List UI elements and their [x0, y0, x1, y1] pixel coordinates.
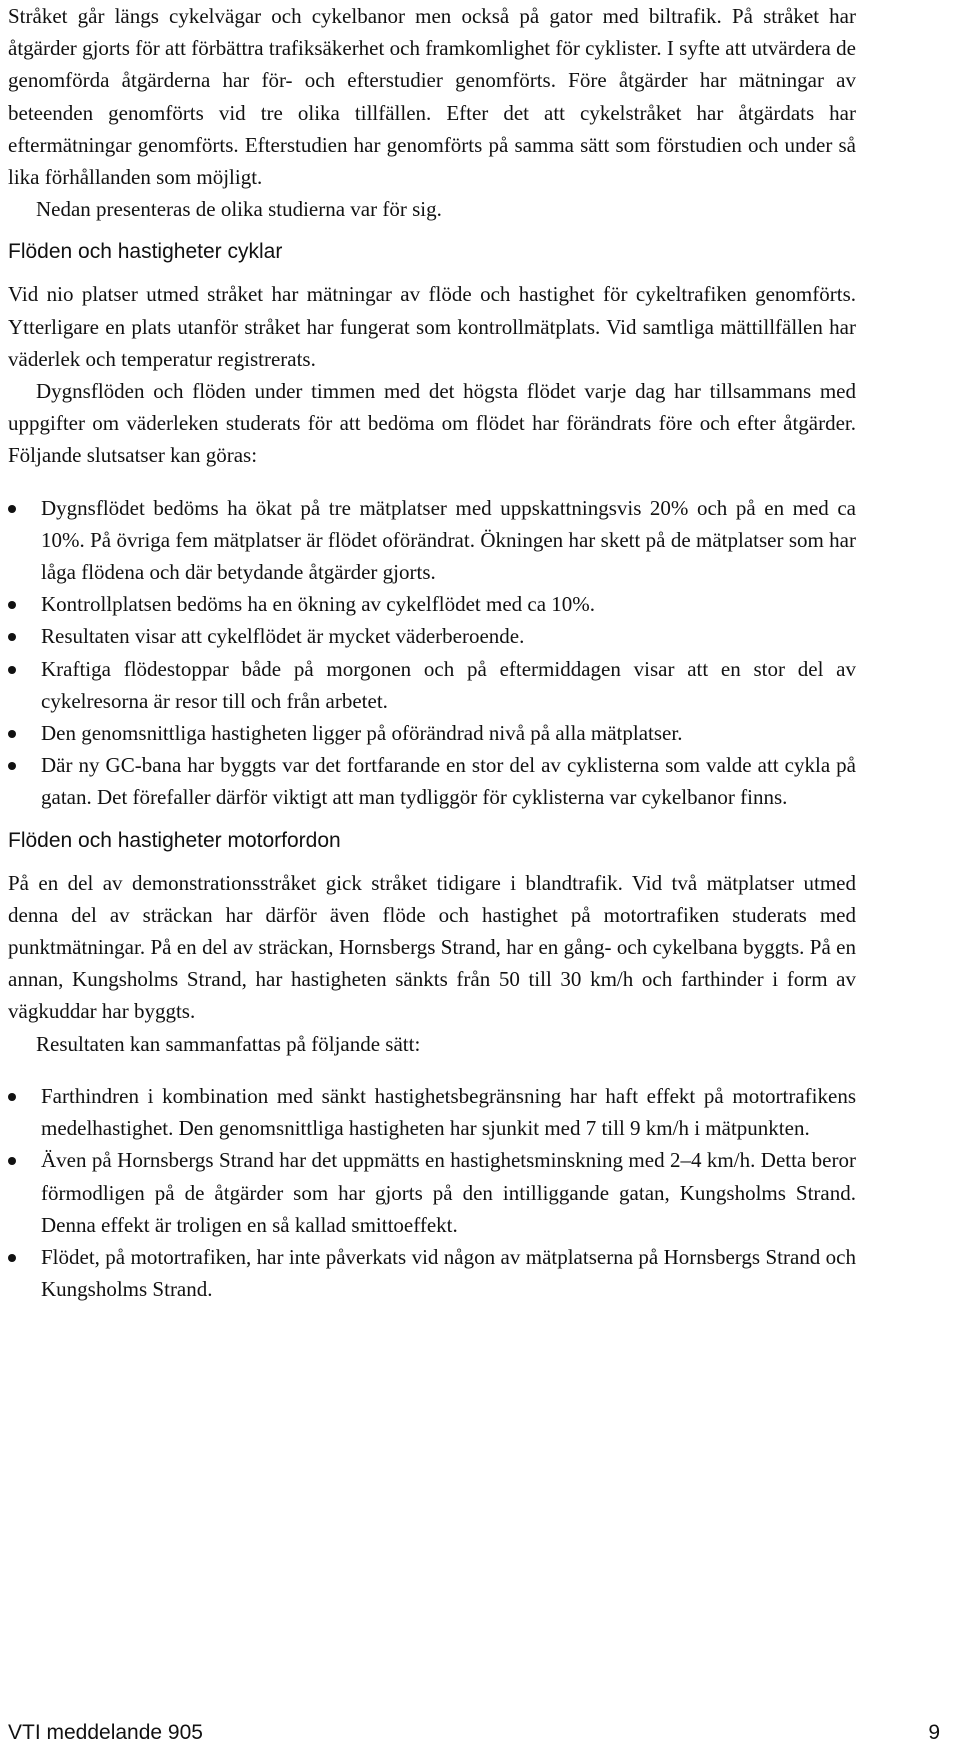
bullet-icon: [8, 1093, 16, 1101]
intro-paragraph: Stråket går längs cykelvägar och cykelbanor men också på gator med biltrafik. På stråket har åtgärder gjorts för att förbättra trafiksäkerhet och framkomlighet för cyklister. I syfte att utvärdera de genomförda åtgärderna har för- och efterstudier genomförts. Före åtgärder har mätningar av beteenden genomförts vid tre olika tillfällen. Efter det att cykelstråket har åtgärdats har eftermätningar genomförts. Efterstudien har genomförts på samma sätt som förstudien och under så lika förhållanden som möjligt.: [8, 4, 856, 190]
list-item: [8, 1144, 856, 1241]
list-item: [8, 1241, 856, 1305]
page-number: 9: [928, 1721, 940, 1744]
motorfordon-results-list: [8, 1080, 856, 1305]
motorfordon-paragraph-1: På en del av demonstrationsstråket gick stråket tidigare i blandtrafik. Vid två mätplatser utmed denna del av sträckan har därför även flöde och hastighet på motortrafiken studerats med punktmätningar. På en del av sträckan, Hornsbergs Strand, har en gång- och cykelbana byggts. På en annan, Kungsholms Strand, har hastigheten sänkts från 50 till 30 km/h och farthinder i form av vägkuddar har byggts.: [8, 870, 856, 1024]
bullet-icon: [8, 1254, 16, 1262]
list-item: [8, 653, 856, 717]
list-item-text: Resultaten visar att cykelflödet är mycket väderberoende.: [41, 624, 525, 649]
spacer: [8, 472, 856, 492]
bullet-icon: [8, 505, 16, 513]
cyklar-paragraph-2: Dygnsflöden och flöden under timmen med det högsta flödet varje dag har tillsammans med uppgifter om väderleken studerats för att bedöma om flödet har förändrats före och efter åtgärder. Följande slutsatser kan göras:: [8, 379, 856, 468]
spacer: [8, 1060, 856, 1080]
footer-publication: VTI meddelande 905: [8, 1721, 203, 1744]
list-item-text: Den genomsnittliga hastigheten ligger på oförändrad nivå på alla mätplatser.: [41, 721, 683, 746]
bullet-icon: [8, 762, 16, 770]
list-item: [8, 620, 856, 652]
cyklar-paragraph-1: Vid nio platser utmed stråket har mätningar av flöde och hastighet för cykeltrafiken genomförts. Ytterligare en plats utanför stråket har fungerat som kontrollmätplats. Vid samtliga mättillfällen har väderlek och temperatur registrerats.: [8, 282, 856, 371]
list-item: [8, 588, 856, 620]
bullet-icon: [8, 633, 16, 641]
list-item-text: Flödet, på motortrafiken, har inte påverkats vid någon av mätplatserna på Hornsbergs Strand och Kungsholms Strand.: [41, 1244, 856, 1302]
bullet-icon: [8, 601, 16, 609]
list-item-text: Kraftiga flödestoppar både på morgonen och på eftermiddagen visar att en stor del av cykelresorna är resor till och från arbetet.: [41, 656, 856, 713]
section-heading-cyklar: Flöden och hastigheter cyklar: [8, 240, 283, 264]
list-item-text: Dygnsflödet bedöms ha ökat på tre mätplatser med uppskattningsvis 20% och på en med ca 10%. På övriga fem mätplatser är flödet oförändrat. Ökningen har skett på de mätplatser som har låga flödena och där betydande åtgärder gjorts.: [41, 495, 856, 585]
list-item: [8, 749, 856, 813]
list-item-text: Där ny GC-bana har byggts var det fortfarande en stor del av cyklisterna som valde att cykla på gatan. Det förefaller därför viktigt att man tydliggör för cyklisterna var cykelbanor finns.: [41, 753, 856, 810]
list-item-text: Kontrollplatsen bedöms ha en ökning av cykelflödet med ca 10%.: [41, 592, 596, 617]
intro-note-paragraph: Nedan presenteras de olika studierna var för sig.: [36, 197, 442, 222]
section-heading-motorfordon: Flöden och hastigheter motorfordon: [8, 828, 341, 852]
document-body: [8, 0, 856, 1305]
cyklar-conclusions-list: [8, 492, 856, 814]
list-item-text: Även på Hornsbergs Strand har det uppmätts en hastighetsminskning med 2–4 km/h. Detta beror förmodligen på de åtgärder som har gjorts på den intilliggande gatan, Kungsholms Strand. Denna effekt är troligen en så kallad smittoeffekt.: [41, 1148, 856, 1237]
list-item: [8, 717, 856, 749]
motorfordon-paragraph-2: Resultaten kan sammanfattas på följande sätt:: [36, 1031, 421, 1056]
bullet-icon: [8, 730, 16, 738]
list-item-text: Farthindren i kombination med sänkt hastighetsbegränsning har haft effekt på motortrafikens medelhastighet. Den genomsnittliga hastigheten har sjunkit med 7 till 9 km/h i mätpunkten.: [41, 1083, 856, 1141]
bullet-icon: [8, 1157, 16, 1165]
list-item: [8, 1080, 856, 1144]
bullet-icon: [8, 666, 16, 674]
list-item: [8, 492, 856, 589]
